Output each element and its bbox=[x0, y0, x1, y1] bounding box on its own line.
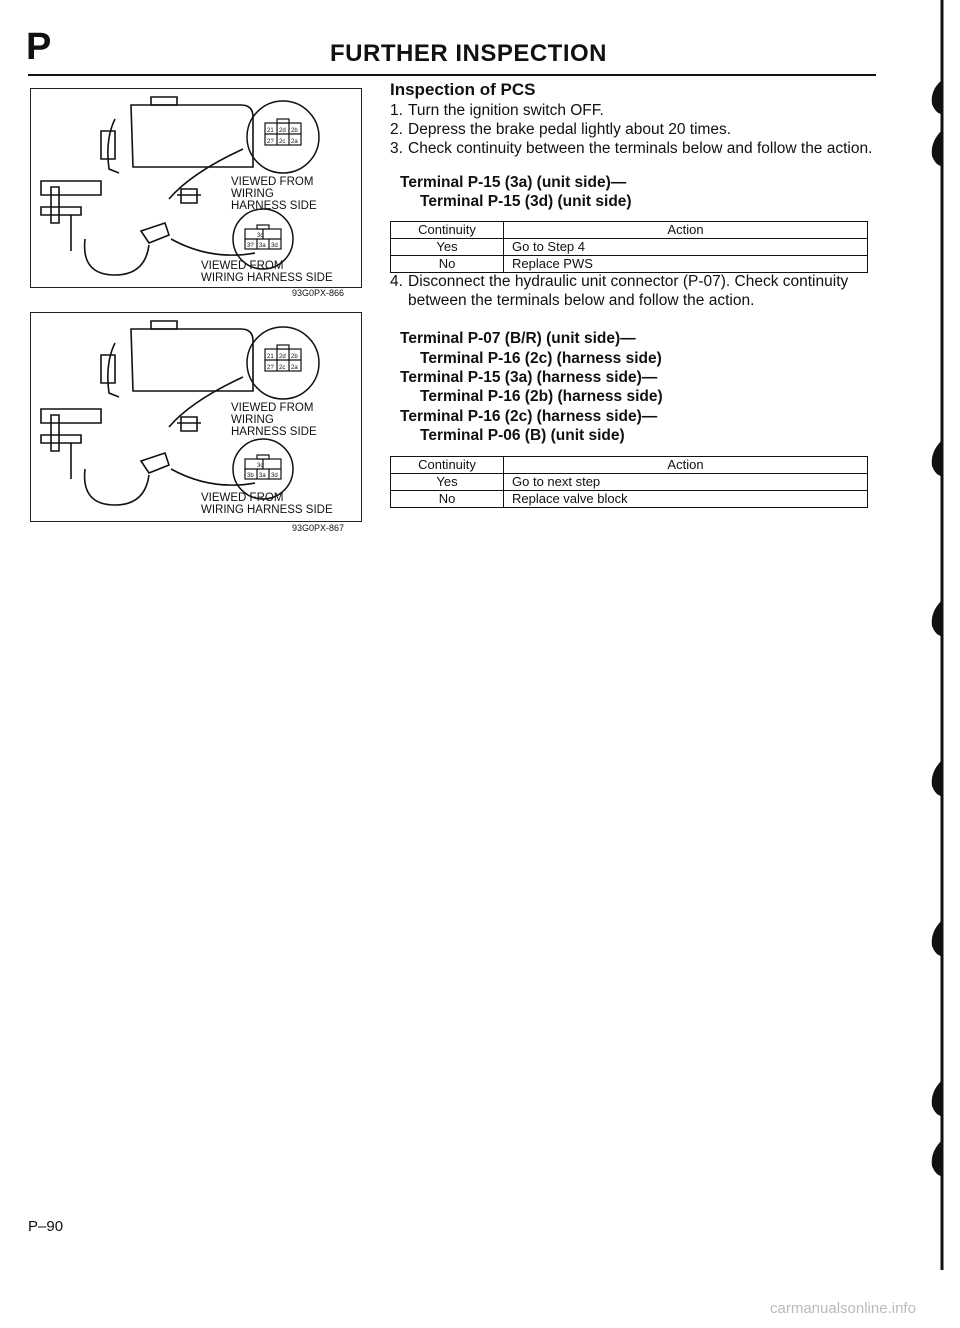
terminal-line: Terminal P-16 (2c) (harness side)— bbox=[400, 407, 658, 425]
table-header: Action bbox=[504, 222, 868, 239]
pin-label: 2? bbox=[267, 365, 274, 371]
pin-label: 2a bbox=[291, 365, 298, 371]
table-header: Action bbox=[504, 456, 868, 473]
pin-label: 3a bbox=[259, 243, 266, 249]
terminal-line: Terminal P-07 (B/R) (unit side)— bbox=[400, 330, 636, 348]
pin-label: 2b bbox=[291, 128, 298, 134]
figure-code: 93G0PX-866 bbox=[292, 288, 345, 298]
terminal-list-1 bbox=[400, 173, 880, 212]
figure-pcs-connector-1 bbox=[30, 88, 362, 288]
table-header: Continuity bbox=[391, 222, 504, 239]
header-rule bbox=[28, 74, 876, 76]
hydraulic-unit-drawing-2 bbox=[31, 313, 361, 521]
terminal-line: Terminal P-06 (B) (unit side) bbox=[420, 427, 625, 445]
pin-label: 2c bbox=[279, 139, 286, 145]
pin-label: 3a bbox=[259, 473, 266, 479]
terminal-line: Terminal P-15 (3a) (unit side)— bbox=[400, 173, 627, 191]
table-row: No Replace valve block bbox=[391, 490, 868, 507]
viewed-from-label: VIEWED FROM bbox=[201, 492, 284, 504]
pin-label: 3d bbox=[271, 473, 278, 479]
pin-label: 3? bbox=[247, 243, 254, 249]
viewed-from-label: VIEWED FROM bbox=[231, 402, 314, 414]
terminal-line: Terminal P-15 (3d) (unit side) bbox=[420, 193, 632, 211]
wiring-harness-side-label: WIRING HARNESS SIDE bbox=[201, 504, 333, 516]
pin-label: 3d bbox=[271, 243, 278, 249]
table-row: Yes Go to Step 4 bbox=[391, 239, 868, 256]
step-3: 3. Check continuity between the terminals below and follow the action. bbox=[390, 139, 873, 157]
harness-side-label: HARNESS SIDE bbox=[231, 426, 317, 438]
pin-label: 2? bbox=[267, 139, 274, 145]
pin-label: 2b bbox=[291, 354, 298, 360]
wiring-harness-side-label: WIRING HARNESS SIDE bbox=[201, 272, 333, 284]
table-row: No Replace PWS bbox=[391, 256, 868, 273]
table-row: Yes Go to next step bbox=[391, 473, 868, 490]
pin-label: 2c bbox=[279, 365, 286, 371]
step-4: 4. Disconnect the hydraulic unit connector (P-07). Check continuity between the terminals below and follow the action. bbox=[390, 273, 849, 310]
viewed-from-label: VIEWED FROM bbox=[201, 260, 284, 272]
terminal-line: Terminal P-16 (2c) (harness side) bbox=[420, 349, 662, 367]
pin-label: 3c bbox=[257, 233, 264, 239]
page-number: P–90 bbox=[28, 1218, 64, 1235]
pin-label: 21 bbox=[267, 128, 274, 134]
figure-pcs-connector-2 bbox=[30, 312, 362, 522]
section-heading: Inspection of PCS bbox=[390, 80, 536, 99]
harness-side-label: HARNESS SIDE bbox=[231, 200, 317, 212]
figure-code: 93G0PX-867 bbox=[292, 523, 345, 533]
wiring-label: WIRING bbox=[231, 188, 274, 200]
pin-label: 21 bbox=[267, 354, 274, 360]
terminal-list-2 bbox=[400, 329, 880, 445]
terminal-line: Terminal P-15 (3a) (harness side)— bbox=[400, 369, 658, 387]
page-title: FURTHER INSPECTION bbox=[330, 40, 608, 67]
wiring-label: WIRING bbox=[231, 414, 274, 426]
terminal-line: Terminal P-16 (2b) (harness side) bbox=[420, 388, 663, 406]
steps-list bbox=[390, 273, 880, 311]
continuity-table-1 bbox=[390, 221, 868, 273]
pin-label: 2a bbox=[291, 139, 298, 145]
table-header: Continuity bbox=[391, 456, 504, 473]
steps-list bbox=[390, 102, 880, 159]
watermark: carmanualsonline.info bbox=[770, 1300, 916, 1317]
inspection-content bbox=[390, 80, 880, 508]
hydraulic-unit-drawing-1 bbox=[31, 89, 361, 287]
step-2: 2. Depress the brake pedal lightly about 20 times. bbox=[390, 120, 732, 138]
continuity-table-2 bbox=[390, 456, 868, 508]
pin-label: 2d bbox=[279, 128, 286, 134]
pin-label: 3b bbox=[247, 473, 254, 479]
step-1: 1. Turn the ignition switch OFF. bbox=[390, 102, 604, 119]
section-letter: P bbox=[26, 26, 52, 68]
binder-edge bbox=[930, 0, 960, 1328]
viewed-from-label: VIEWED FROM bbox=[231, 176, 314, 188]
pin-label: 3c bbox=[257, 463, 264, 469]
pin-label: 2d bbox=[279, 354, 286, 360]
